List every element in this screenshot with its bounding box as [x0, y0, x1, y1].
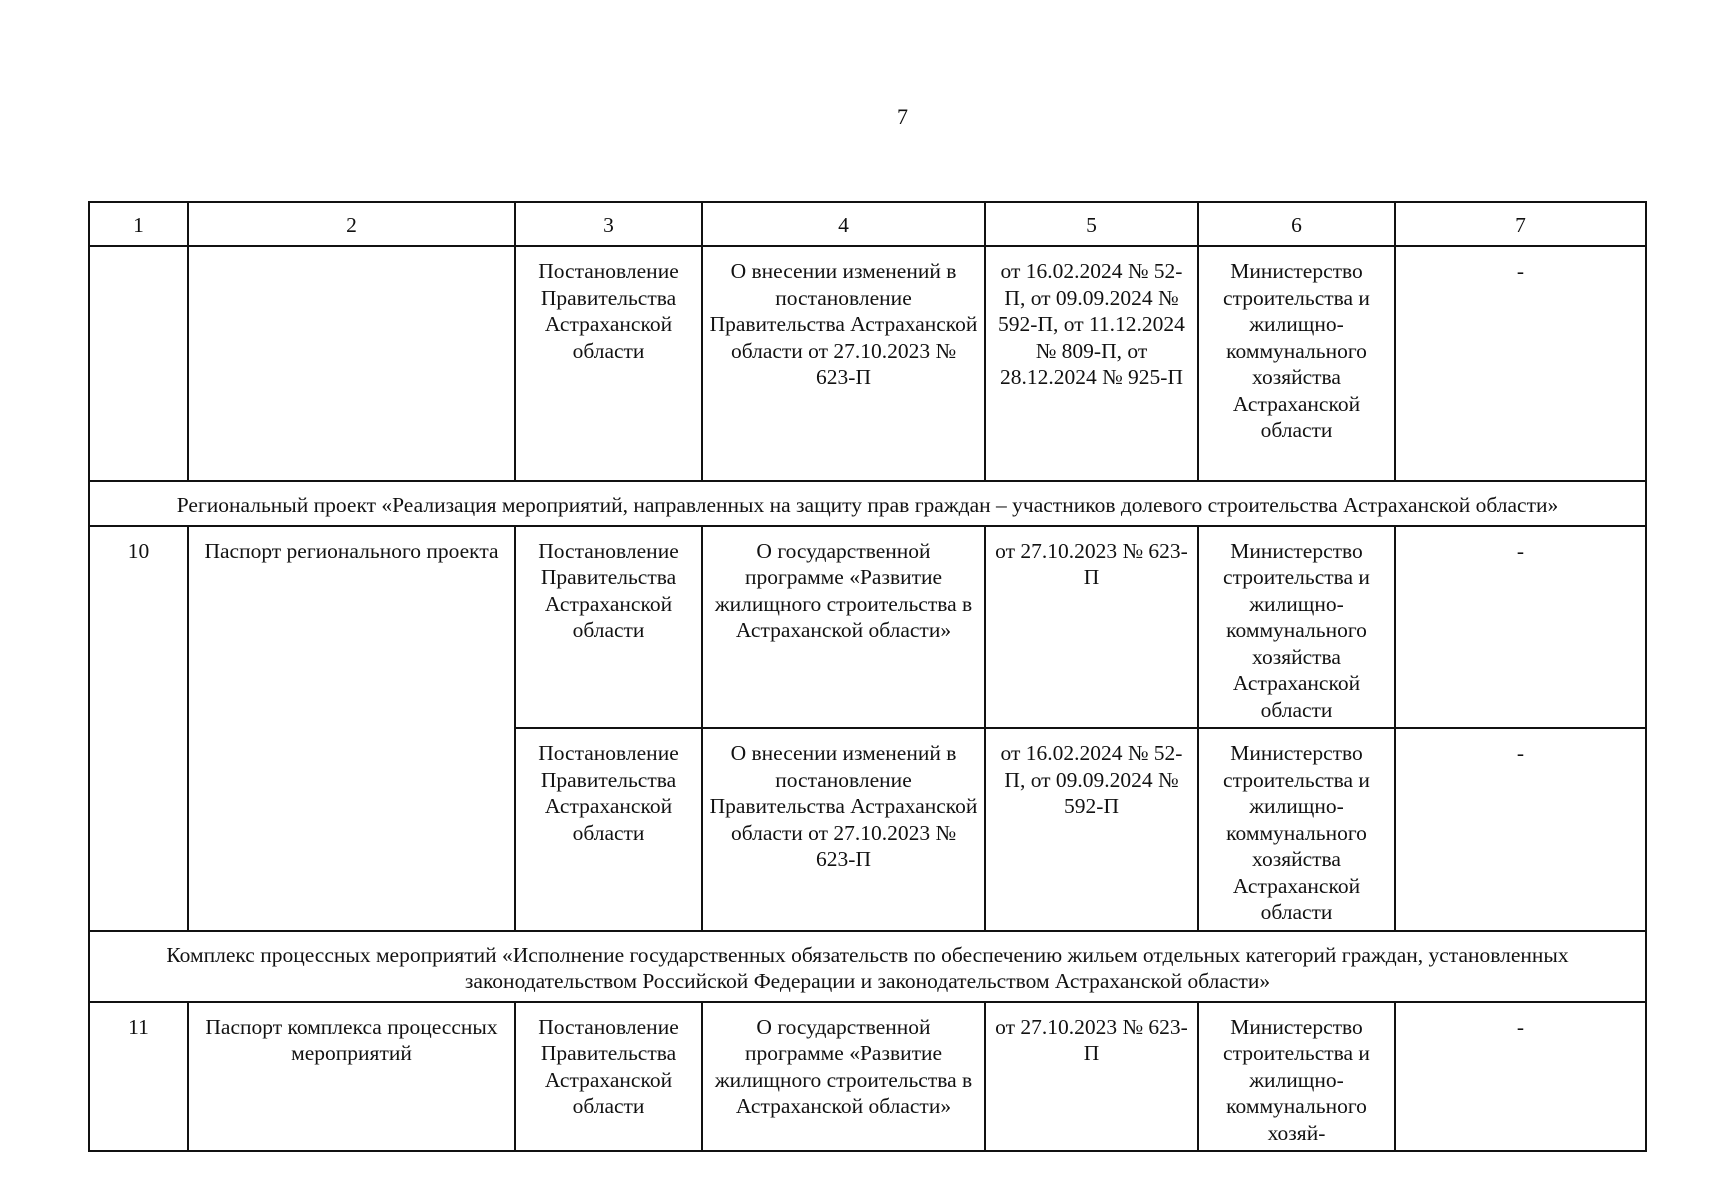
cell-note: - — [1395, 246, 1646, 481]
cell-executor: Министерство строительства и жилищно-коммунального хозяйства Астраханской области — [1198, 246, 1395, 481]
cell-title: О государственной программе «Развитие жилищного строительства в Астраханской области» — [702, 526, 985, 729]
cell-doc-type: Постановление Правительства Астраханской области — [515, 526, 702, 729]
table-row — [89, 526, 1646, 729]
page-number: 7 — [897, 104, 908, 129]
cell-doc-type: Постановление Правительства Астраханской области — [515, 246, 702, 481]
cell-note: - — [1395, 526, 1646, 729]
cell-name: Паспорт комплекса процессных мероприятий — [188, 1002, 515, 1152]
section-title: Комплекс процессных мероприятий «Исполнение государственных обязательств по обеспечению жильем отдельных категорий граждан, установленных законодательством Российской Федерации и законодательством Астраханской области» — [89, 931, 1646, 1002]
column-header: 6 — [1198, 202, 1395, 246]
column-header: 7 — [1395, 202, 1646, 246]
column-header: 3 — [515, 202, 702, 246]
cell-dates: от 27.10.2023 № 623-П — [985, 1002, 1198, 1152]
documents-table — [88, 201, 1647, 1152]
section-row — [89, 931, 1646, 1002]
cell-dates: от 16.02.2024 № 52-П, от 09.09.2024 № 592-П — [985, 728, 1198, 931]
cell-dates: от 16.02.2024 № 52-П, от 09.09.2024 № 592-П, от 11.12.2024 № 809-П, от 28.12.2024 № 925-П — [985, 246, 1198, 481]
cell-title: О государственной программе «Развитие жилищного строительства в Астраханской области» — [702, 1002, 985, 1152]
column-header: 4 — [702, 202, 985, 246]
cell-doc-type: Постановление Правительства Астраханской области — [515, 1002, 702, 1152]
cell-title: О внесении изменений в постановление Правительства Астраханской области от 27.10.2023 № 623-П — [702, 728, 985, 931]
section-title: Региональный проект «Реализация мероприятий, направленных на защиту прав граждан – участников долевого строительства Астраханской области» — [89, 481, 1646, 526]
cell-note: - — [1395, 1002, 1646, 1152]
cell-executor: Министерство строительства и жилищно-коммунального хозяй- — [1198, 1002, 1395, 1152]
column-header: 2 — [188, 202, 515, 246]
cell-dates: от 27.10.2023 № 623-П — [985, 526, 1198, 729]
table-header-row — [89, 202, 1646, 246]
column-header: 5 — [985, 202, 1198, 246]
cell-name — [188, 246, 515, 481]
cell-title: О внесении изменений в постановление Правительства Астраханской области от 27.10.2023 № 623-П — [702, 246, 985, 481]
cell-name: Паспорт регионального проекта — [188, 526, 515, 931]
table-row — [89, 246, 1646, 481]
cell-executor: Министерство строительства и жилищно-коммунального хозяйства Астраханской области — [1198, 526, 1395, 729]
table-row — [89, 1002, 1646, 1152]
cell-num: 10 — [89, 526, 188, 931]
column-header: 1 — [89, 202, 188, 246]
cell-executor: Министерство строительства и жилищно-коммунального хозяйства Астраханской области — [1198, 728, 1395, 931]
cell-doc-type: Постановление Правительства Астраханской области — [515, 728, 702, 931]
cell-note: - — [1395, 728, 1646, 931]
cell-num — [89, 246, 188, 481]
cell-num: 11 — [89, 1002, 188, 1152]
section-row — [89, 481, 1646, 526]
